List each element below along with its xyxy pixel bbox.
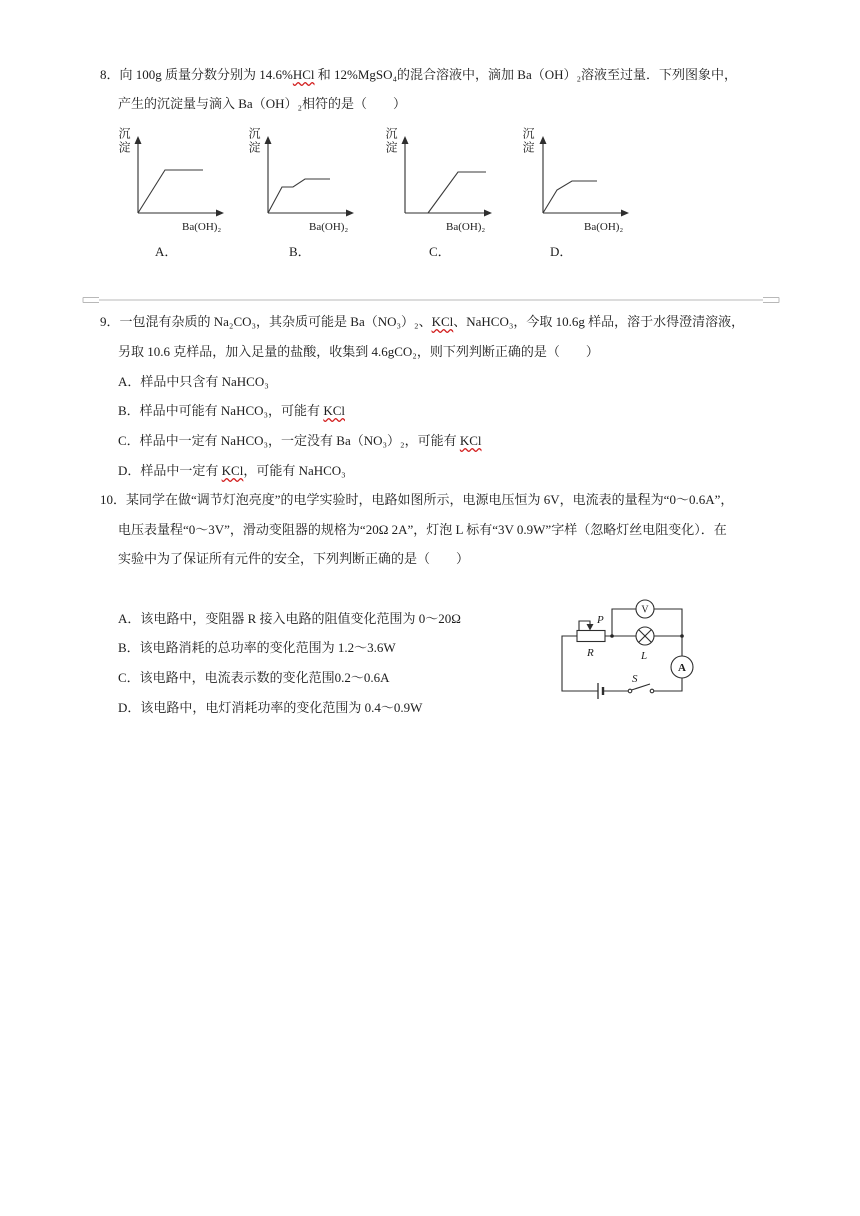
graph-b-curve bbox=[268, 179, 330, 213]
switch-symbol bbox=[628, 684, 654, 693]
graph-b-option-label: B． bbox=[289, 244, 311, 259]
graph-d-y-arrow bbox=[540, 136, 547, 144]
graph-d-y-label: 沉淀 bbox=[521, 127, 535, 155]
graph-c-x-label: Ba(OH)₂ bbox=[446, 221, 486, 233]
graph-d-curve bbox=[543, 181, 597, 213]
switch-label: S bbox=[632, 673, 638, 685]
rheostat-symbol bbox=[577, 631, 605, 642]
q8-stem-text: 和 12%MgSO₄的混合溶液中，滴加 Ba（OH）₂溶液至过量．下列图象中， bbox=[314, 67, 738, 82]
slider-label: P bbox=[597, 614, 604, 626]
q9-option-a-text: A．样品中只含有 NaHCO₃ bbox=[118, 374, 269, 389]
q9-option-c bbox=[118, 433, 482, 449]
graph-d-x-label: Ba(OH)₂ bbox=[584, 221, 624, 233]
graph-b-x-arrow bbox=[346, 210, 354, 217]
spellcheck-underlined-word: KCl bbox=[221, 463, 244, 478]
q9-option-d-text: ，可能有 NaHCO₃ bbox=[243, 463, 346, 478]
q10-stem-line-3: 实验中为了保证所有元件的安全，下列判断正确的是（ ） bbox=[118, 551, 470, 566]
spellcheck-underlined-word: KCl bbox=[323, 403, 345, 418]
q8-graphs bbox=[110, 120, 640, 230]
ammeter-label: A bbox=[678, 662, 686, 674]
q9-stem-text: 、NaHCO₃，今取 10.6g 样品，溶于水得澄清溶液， bbox=[453, 314, 745, 329]
graph-c-option-label: C． bbox=[429, 244, 451, 259]
q10-option-d: D．该电路中，电灯消耗功率的变化范围为 0.4～0.9W bbox=[118, 700, 423, 715]
spellcheck-underlined-word: KCl bbox=[459, 433, 482, 448]
voltmeter-label: V bbox=[641, 604, 649, 616]
rheostat-label: R bbox=[587, 647, 594, 659]
wire-voltmeter-right bbox=[654, 609, 682, 656]
graph-b-y-label: 沉淀 bbox=[247, 127, 261, 155]
page-break-line bbox=[80, 294, 782, 306]
wire-voltmeter-left bbox=[612, 609, 636, 636]
q9-option-b bbox=[118, 403, 345, 419]
q10-stem-line-1: 10．某同学在做“调节灯泡亮度”的电学实验时，电路如图所示，电源电压恒为 6V，电流表的量程为“0～0.6A”， bbox=[100, 492, 734, 507]
q9-option-a bbox=[118, 374, 269, 390]
graph-b bbox=[265, 136, 355, 217]
wire-bottom-right bbox=[654, 678, 682, 691]
graph-b-x-label: Ba(OH)₂ bbox=[309, 221, 349, 233]
graph-c bbox=[402, 136, 493, 217]
graph-a-curve bbox=[138, 170, 203, 213]
battery-symbol bbox=[598, 683, 603, 699]
q10-option-b: B．该电路消耗的总功率的变化范围为 1.2～3.6W bbox=[118, 640, 396, 655]
graph-a-y-label: 沉淀 bbox=[117, 127, 131, 155]
q9-stem-line-2: 另取 10.6 克样品，加入足量的盐酸，收集到 4.6gCO₂，则下列判断正确的是（ ） bbox=[118, 344, 599, 359]
lamp-label: L bbox=[641, 650, 648, 662]
graph-a-x-label: Ba(OH)₂ bbox=[182, 221, 222, 233]
graph-a-y-arrow bbox=[135, 136, 142, 144]
q9-stem-text: 9．一包混有杂质的 Na₂CO₃，其杂质可能是 Ba（NO₃）₂、 bbox=[100, 314, 432, 329]
q8-stem-text: 8．向 100g 质量分数分别为 14.6% bbox=[100, 67, 293, 82]
q10-circuit-diagram bbox=[555, 598, 695, 708]
q8-stem-line-2: 产生的沉淀量与滴入 Ba（OH）₂相符的是（ ） bbox=[118, 96, 406, 111]
q10-stem-line-2: 电压表量程“0～3V”，滑动变阻器的规格为“20Ω 2A”，灯泡 L 标有“3V 0.9W”字样（忽略灯丝电阻变化）．在 bbox=[118, 522, 727, 537]
q9-option-c-text: C．样品中一定有 NaHCO₃，一定没有 Ba（NO₃）₂，可能有 bbox=[118, 433, 460, 448]
q9-option-b-text: B．样品中可能有 NaHCO₃，可能有 bbox=[118, 403, 324, 418]
graph-d-x-arrow bbox=[621, 210, 629, 217]
graph-c-y-arrow bbox=[402, 136, 409, 144]
graph-d bbox=[540, 136, 630, 217]
graph-c-x-arrow bbox=[484, 210, 492, 217]
q9-option-d-text: D．样品中一定有 bbox=[118, 463, 222, 478]
page-break-right-marker bbox=[763, 298, 779, 303]
graph-c-curve bbox=[428, 172, 486, 213]
graph-a-option-label: A． bbox=[155, 244, 178, 259]
graph-c-y-label: 沉淀 bbox=[384, 127, 398, 155]
wire-left bbox=[562, 636, 598, 691]
slider-arrow bbox=[587, 624, 594, 631]
graph-a-x-arrow bbox=[216, 210, 224, 217]
spellcheck-underlined-word: KCl bbox=[431, 314, 454, 329]
graph-b-y-arrow bbox=[265, 136, 272, 144]
q10-option-a: A．该电路中，变阻器 R 接入电路的阻值变化范围为 0～20Ω bbox=[118, 611, 461, 626]
page-break-left-marker bbox=[83, 298, 99, 303]
graph-d-option-label: D． bbox=[550, 244, 573, 259]
graph-a bbox=[135, 136, 225, 217]
spellcheck-underlined-word: HCl bbox=[292, 67, 315, 82]
q8-stem-line-1 bbox=[100, 67, 737, 83]
q10-option-c: C．该电路中，电流表示数的变化范围0.2～0.6A bbox=[118, 670, 390, 685]
q9-option-d bbox=[118, 463, 346, 479]
q9-stem-line-1 bbox=[100, 314, 744, 330]
